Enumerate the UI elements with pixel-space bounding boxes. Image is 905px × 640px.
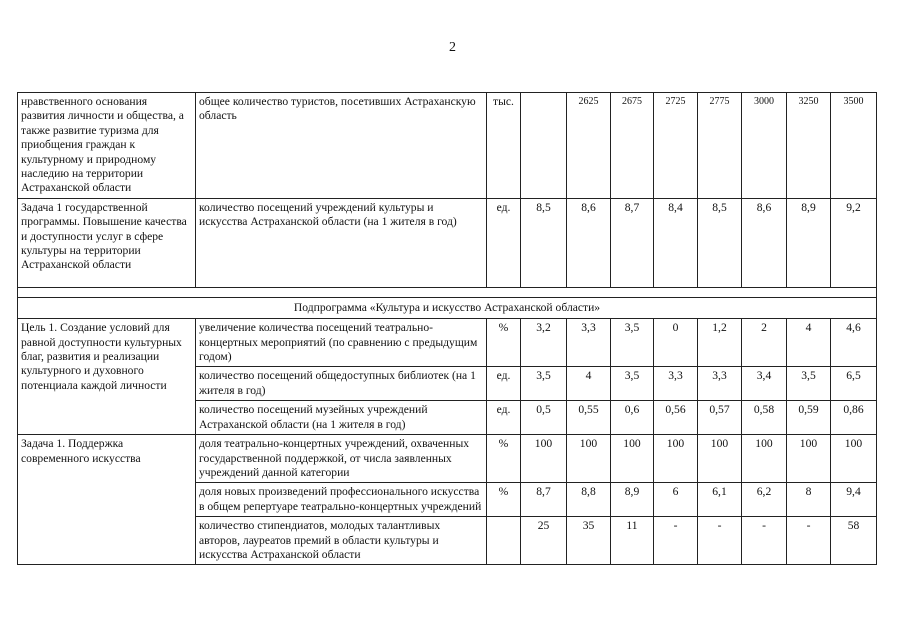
spacer-cell [18, 287, 877, 297]
value-cell: 0 [654, 319, 698, 367]
unit-cell: ед. [487, 367, 521, 401]
value-cell: 2675 [611, 93, 654, 199]
value-cell: 2625 [567, 93, 611, 199]
value-cell: 100 [521, 435, 567, 483]
table-row [18, 435, 877, 483]
value-cell: 4 [787, 319, 831, 367]
value-cell: 100 [567, 435, 611, 483]
value-cell: 6,2 [742, 483, 787, 517]
value-cell: - [787, 517, 831, 565]
goal-cell: нравственного основания развития личности и общества, а также развитие туризма для приобщения граждан к культурному и природному наследию на территории Астраханской области [18, 93, 196, 199]
indicator-cell: количество посещений музейных учреждений Астраханской области (на 1 жителя в год) [196, 401, 487, 435]
value-cell: 3,5 [521, 367, 567, 401]
value-cell: 11 [611, 517, 654, 565]
goal-cell: Задача 1 государственной программы. Повышение качества и доступности услуг в сфере культуры на территории Астраханской области [18, 198, 196, 287]
value-cell: 58 [831, 517, 877, 565]
value-cell: 100 [611, 435, 654, 483]
value-cell: 3,3 [654, 367, 698, 401]
value-cell: 100 [654, 435, 698, 483]
value-cell: 3,3 [567, 319, 611, 367]
table-row [18, 93, 877, 199]
indicator-cell: доля театрально-концертных учреждений, охваченных государственной поддержкой, от числа заявленных учреждений данной категории [196, 435, 487, 483]
indicator-cell: количество стипендиатов, молодых талантливых авторов, лауреатов премий в области культуры и искусства Астраханской области [196, 517, 487, 565]
value-cell: 4 [567, 367, 611, 401]
unit-cell: тыс. [487, 93, 521, 199]
value-cell: 0,6 [611, 401, 654, 435]
value-cell: 3,4 [742, 367, 787, 401]
value-cell: 8,4 [654, 198, 698, 287]
value-cell: 35 [567, 517, 611, 565]
value-cell: 6,1 [698, 483, 742, 517]
page-number: 2 [449, 40, 456, 55]
value-cell: 8 [787, 483, 831, 517]
unit-cell: % [487, 483, 521, 517]
value-cell: - [742, 517, 787, 565]
unit-cell: % [487, 319, 521, 367]
value-cell: 2775 [698, 93, 742, 199]
value-cell: 8,6 [742, 198, 787, 287]
value-cell: 0,56 [654, 401, 698, 435]
value-cell: 8,5 [521, 198, 567, 287]
indicators-table [17, 92, 877, 565]
value-cell: 8,5 [698, 198, 742, 287]
value-cell: 3000 [742, 93, 787, 199]
value-cell: 0,86 [831, 401, 877, 435]
table-row [18, 198, 877, 287]
value-cell: 8,9 [611, 483, 654, 517]
value-cell: 8,8 [567, 483, 611, 517]
unit-cell [487, 517, 521, 565]
value-cell: 3,5 [611, 319, 654, 367]
value-cell: 4,6 [831, 319, 877, 367]
value-cell: 2725 [654, 93, 698, 199]
table-row [18, 287, 877, 297]
value-cell: 100 [742, 435, 787, 483]
value-cell: 6,5 [831, 367, 877, 401]
unit-cell: ед. [487, 401, 521, 435]
value-cell: 8,6 [567, 198, 611, 287]
value-cell: 100 [831, 435, 877, 483]
subprogram-title: Подпрограмма «Культура и искусство Астраханской области» [18, 297, 877, 318]
value-cell: 3250 [787, 93, 831, 199]
value-cell: 3,2 [521, 319, 567, 367]
value-cell [521, 93, 567, 199]
indicator-cell: общее количество туристов, посетивших Астраханскую область [196, 93, 487, 199]
value-cell: 3,5 [611, 367, 654, 401]
value-cell: 1,2 [698, 319, 742, 367]
value-cell: 0,58 [742, 401, 787, 435]
value-cell: 25 [521, 517, 567, 565]
value-cell: 0,5 [521, 401, 567, 435]
goal-cell: Задача 1. Поддержка современного искусства [18, 435, 196, 565]
value-cell: - [654, 517, 698, 565]
indicator-cell: увеличение количества посещений театрально-концертных мероприятий (по сравнению с предыдущим годом) [196, 319, 487, 367]
value-cell: 0,57 [698, 401, 742, 435]
value-cell: 100 [698, 435, 742, 483]
value-cell: 100 [787, 435, 831, 483]
indicator-cell: количество посещений общедоступных библиотек (на 1 жителя в год) [196, 367, 487, 401]
unit-cell: % [487, 435, 521, 483]
value-cell: 8,9 [787, 198, 831, 287]
value-cell: 3,5 [787, 367, 831, 401]
value-cell: 2 [742, 319, 787, 367]
indicator-cell: доля новых произведений профессионального искусства в общем репертуаре театрально-концертных учреждений [196, 483, 487, 517]
value-cell: - [698, 517, 742, 565]
value-cell: 0,55 [567, 401, 611, 435]
value-cell: 3500 [831, 93, 877, 199]
subprogram-row [18, 297, 877, 318]
unit-cell: ед. [487, 198, 521, 287]
goal-cell: Цель 1. Создание условий для равной доступности культурных благ, развития и реализации культурного и духовного потенциала каждой личности [18, 319, 196, 435]
table-row [18, 319, 877, 367]
value-cell: 9,4 [831, 483, 877, 517]
indicator-cell: количество посещений учреждений культуры и искусства Астраханской области (на 1 жителя в год) [196, 198, 487, 287]
value-cell: 8,7 [521, 483, 567, 517]
value-cell: 9,2 [831, 198, 877, 287]
value-cell: 3,3 [698, 367, 742, 401]
value-cell: 0,59 [787, 401, 831, 435]
value-cell: 6 [654, 483, 698, 517]
value-cell: 8,7 [611, 198, 654, 287]
